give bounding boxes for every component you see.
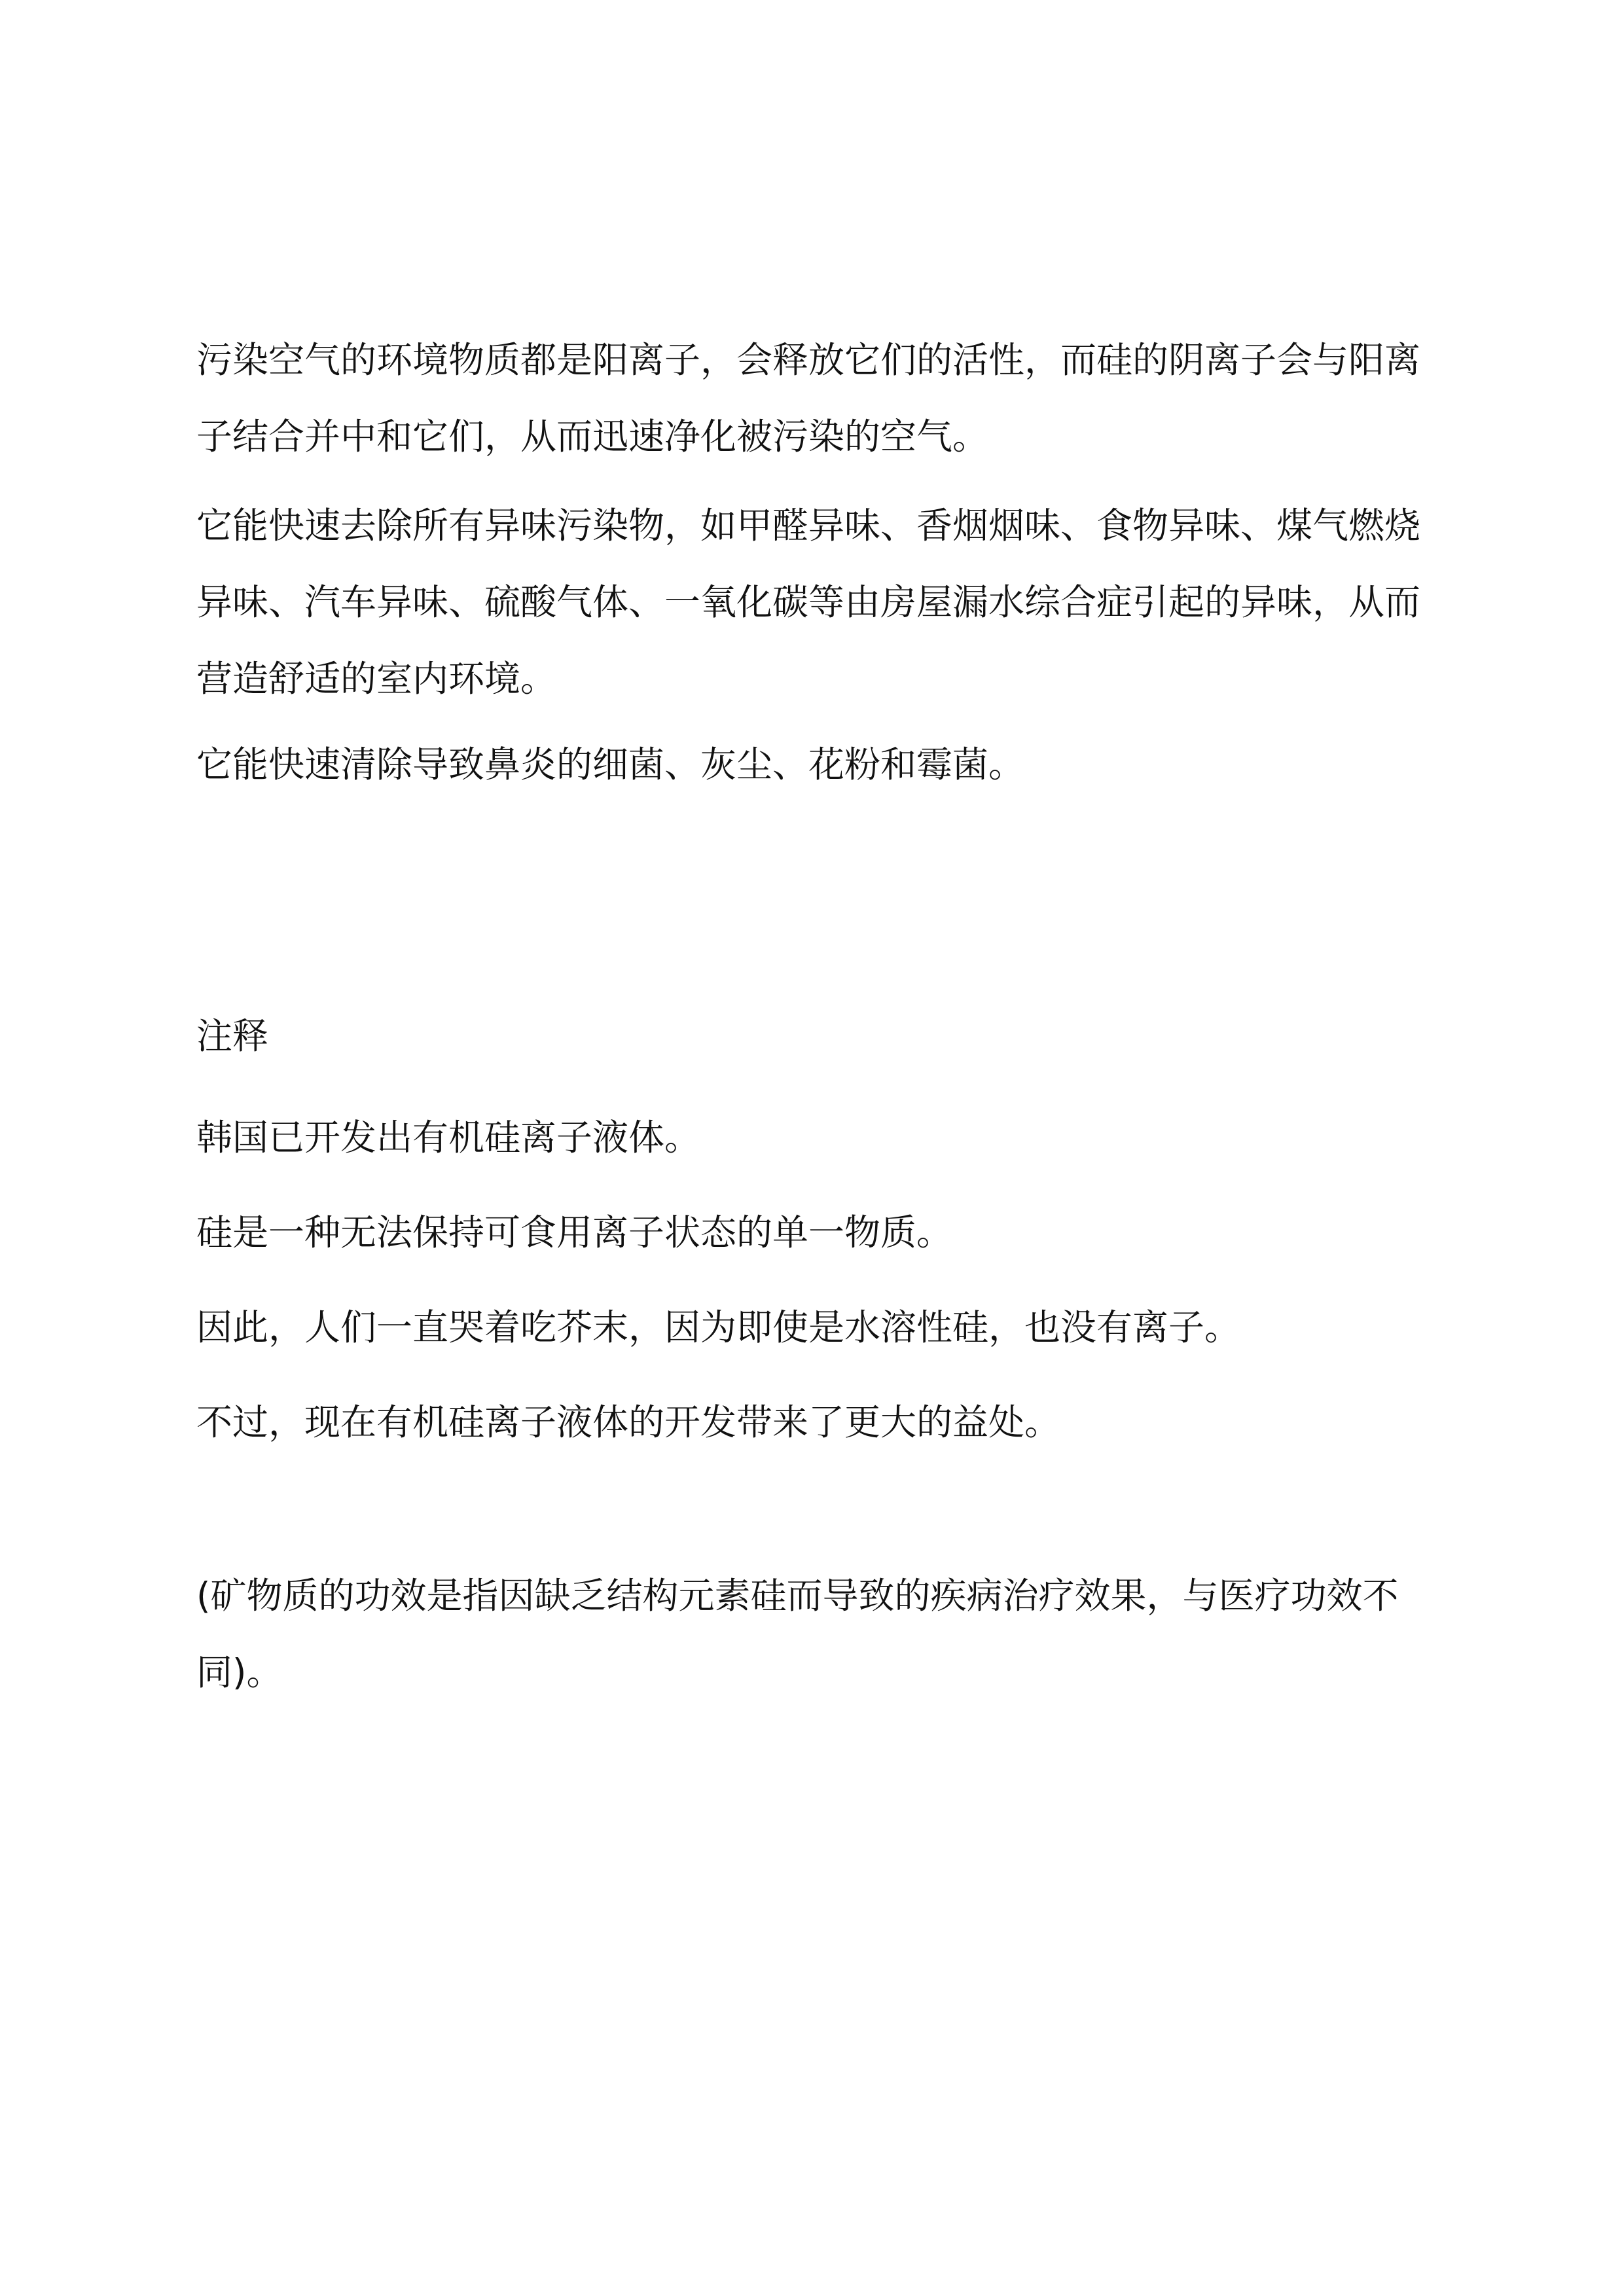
note-benefits: 不过，现在有机硅离子液体的开发带来了更大的益处。 — [196, 1401, 1061, 1443]
note-wasabi: 因此，人们一直哭着吃芥末，因为即使是水溶性硅，也没有离子。 — [196, 1306, 1241, 1348]
note-mineral-efficacy: (矿物质的功效是指因缺乏结构元素硅而导致的疾病治疗效果，与医疗功效不同)。 — [196, 1575, 1399, 1693]
paragraph-air-purification: 污染空气的环境物质都是阳离子，会释放它们的活性，而硅的阴离子会与阳离子结合并中和它们，从而迅速净化被污染的空气。 — [196, 339, 1421, 457]
note-silicon-substance: 硅是一种无法保持可食用离子状态的单一物质。 — [196, 1211, 953, 1253]
notes-heading: 注释 — [196, 1015, 269, 1057]
paragraph-odor-removal: 它能快速去除所有异味污染物，如甲醛异味、香烟烟味、食物异味、煤气燃烧异味、汽车异味、硫酸气体、一氧化碳等由房屋漏水综合症引起的异味，从而营造舒适的室内环境。 — [196, 505, 1421, 700]
note-korea-development: 韩国已开发出有机硅离子液体。 — [196, 1117, 701, 1158]
paragraph-allergen-removal: 它能快速清除导致鼻炎的细菌、灰尘、花粉和霉菌。 — [196, 744, 1025, 785]
